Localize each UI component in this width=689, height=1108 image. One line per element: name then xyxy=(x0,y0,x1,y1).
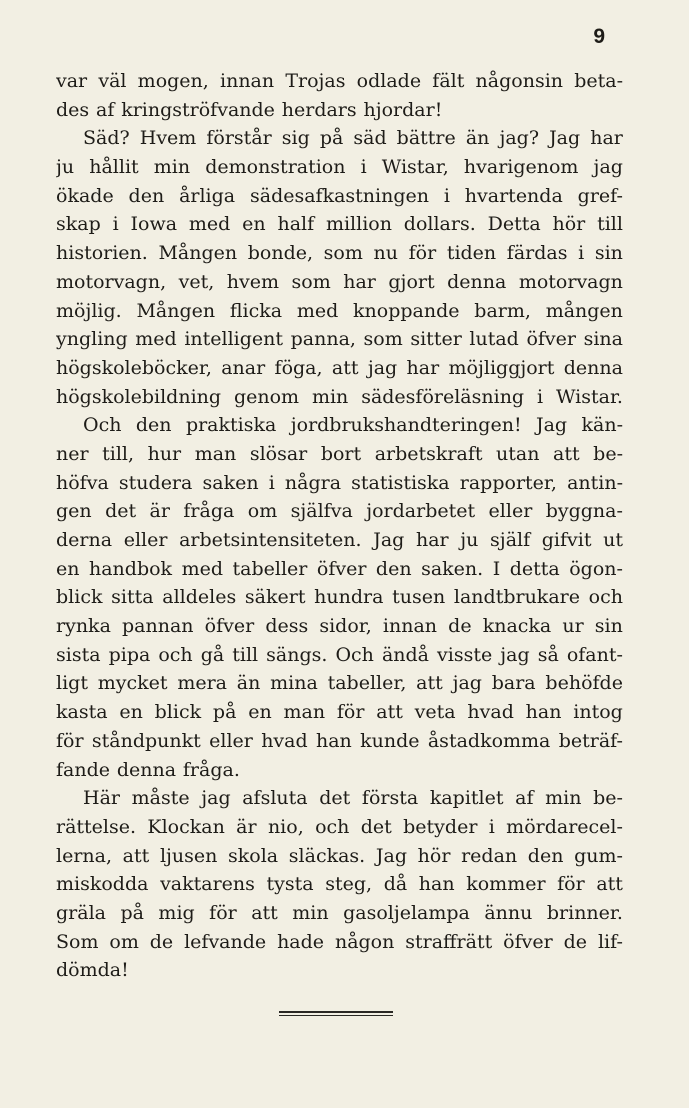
text-line: skap i Iowa med en half million dollars. Detta hör till xyxy=(56,213,623,236)
text-line: ner till, hur man slösar bort arbetskraft utan att be- xyxy=(56,442,623,465)
text-line: höfva studera saken i några statistiska rapporter, antin- xyxy=(56,471,623,494)
text-line: derna eller arbetsintensiteten. Jag har ju själf gifvit ut xyxy=(56,529,623,551)
text-line: Som om de lefvande hade någon straffrätt öfver de lif- xyxy=(56,930,623,953)
text-line: ökade den årliga sädesafkastningen i hvartenda gref- xyxy=(56,184,623,207)
text-line: gräla på mig för att min gasoljelampa ännu brinner. xyxy=(56,901,623,924)
text-line: historien. Mången bonde, som nu för tiden färdas i sin xyxy=(56,242,623,265)
chapter-end-rule xyxy=(279,1011,393,1016)
text-line: ligt mycket mera än mina tabeller, att jag bara behöfde xyxy=(56,672,623,695)
text-line: sista pipa och gå till sängs. Och ändå visste jag så ofant- xyxy=(56,643,623,666)
text-line: des af kringströfvande herdars hjordar! xyxy=(56,98,443,121)
text-line: var väl mogen, innan Trojas odlade fält någonsin beta- xyxy=(56,70,623,92)
text-line: dömda! xyxy=(56,959,129,982)
page-number: 9 xyxy=(593,25,605,48)
body-text xyxy=(56,67,623,985)
text-line: rynka pannan öfver dess sidor, innan de knacka ur sin xyxy=(56,615,623,638)
text-line: möjlig. Mången flicka med knoppande barm, mången xyxy=(56,299,623,322)
text-line: högskolebildning genom min sädesföreläsning i Wistar. xyxy=(56,385,623,408)
text-line: ju hållit min demonstration i Wistar, hvarigenom jag xyxy=(56,156,623,179)
text-line: kasta en blick på en man för att veta hvad han intog xyxy=(56,701,623,724)
text-line: yngling med intelligent panna, som sitter lutad öfver sina xyxy=(56,328,623,351)
text-line: en handbok med tabeller öfver den saken. I detta ögon- xyxy=(56,557,623,580)
text-line: miskodda vaktarens tysta steg, då han kommer för att xyxy=(56,873,623,896)
text-line: för ståndpunkt eller hvad han kunde åstadkomma beträf- xyxy=(56,729,623,752)
text-line: Och den praktiska jordbrukshandteringen! Jag kän- xyxy=(83,414,623,437)
text-line: rättelse. Klockan är nio, och det betyder i mördarecel- xyxy=(56,815,623,838)
text-line: högskoleböcker, anar föga, att jag har möjliggjort denna xyxy=(56,356,623,379)
text-line: Säd? Hvem förstår sig på säd bättre än jag? Jag har xyxy=(83,127,623,150)
text-line: gen det är fråga om själfva jordarbetet eller byggna- xyxy=(56,500,623,523)
text-line: blick sitta alldeles säkert hundra tusen landtbrukare och xyxy=(56,586,623,609)
text-line: Här måste jag afsluta det första kapitlet af min be- xyxy=(83,787,623,810)
text-line: motorvagn, vet, hvem som har gjort denna motorvagn xyxy=(56,270,623,293)
text-line: lerna, att ljusen skola släckas. Jag hör redan den gum- xyxy=(56,844,623,867)
text-line: fande denna fråga. xyxy=(56,758,240,781)
